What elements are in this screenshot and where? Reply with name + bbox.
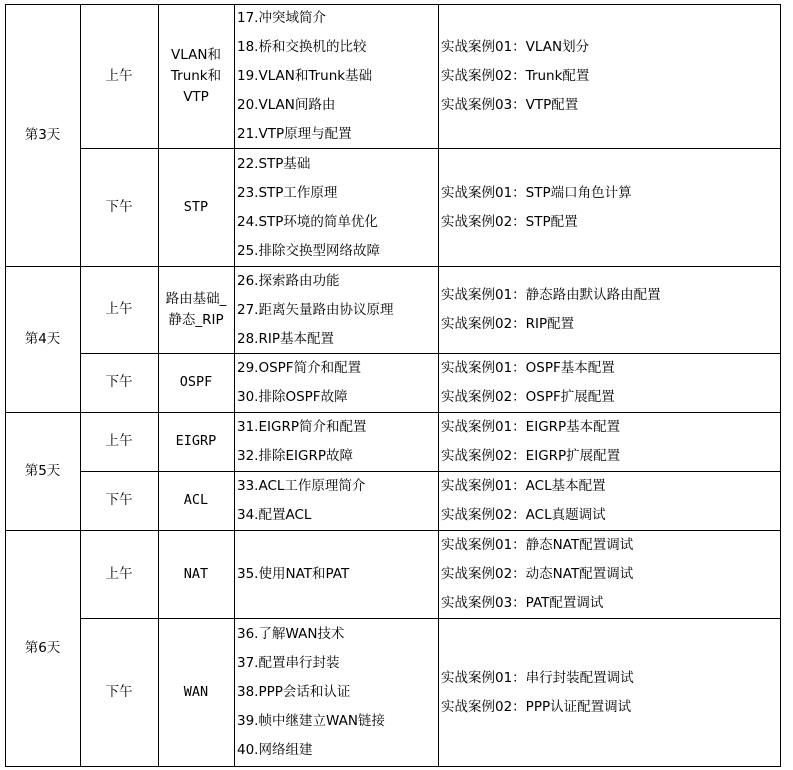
lesson-item: 25.排除交换型网络故障 [237,243,380,259]
lesson-item: 29.OSPF简介和配置 [237,360,362,376]
case-item: 实战案例01：静态路由默认路由配置 [441,287,661,303]
case-item: 实战案例01：ACL基本配置 [441,478,606,494]
lesson-item: 40.网络组建 [237,742,313,758]
case-item: 实战案例01：EIGRP基本配置 [441,419,621,435]
topic-label: VLAN和 Trunk和 VTP [170,46,222,105]
lesson-item: 31.EIGRP简介和配置 [237,419,367,435]
day-label: 第3天 [24,126,61,143]
period-label: 上午 [105,67,133,84]
lesson-item: 35.使用NAT和PAT [237,566,350,582]
topic-label: ACL [183,492,209,508]
lesson-item: 24.STP环境的简单优化 [237,214,378,230]
case-item: 实战案例02：EIGRP扩展配置 [441,448,621,464]
period-label: 下午 [105,492,133,508]
topic-label: STP [183,198,209,215]
topic-label: EIGRP [175,433,217,449]
case-item: 实战案例02：OSPF扩展配置 [441,389,615,405]
lesson-item: 21.VTP原理与配置 [237,126,352,142]
lesson-item: 36.了解WAN技术 [237,626,345,642]
lesson-item: 20.VLAN间路由 [237,97,336,113]
lesson-item: 23.STP工作原理 [237,185,338,201]
grid-line-horizontal [5,766,781,767]
case-item: 实战案例01：静态NAT配置调试 [441,537,634,553]
case-item: 实战案例02：Trunk配置 [441,68,590,84]
case-item: 实战案例01：VLAN划分 [441,39,590,55]
topic-label: 路由基础_ 静态_RIP [165,290,227,328]
lesson-item: 34.配置ACL [237,507,312,523]
lesson-item: 30.排除OSPF故障 [237,389,348,405]
day-label: 第6天 [24,639,61,656]
lesson-item: 32.排除EIGRP故障 [237,448,353,464]
lesson-item: 33.ACL工作原理简介 [237,478,366,494]
grid-line-vertical [234,4,235,766]
lesson-item: 18.桥和交换机的比较 [237,39,367,55]
period-label: 上午 [105,433,133,449]
lesson-item: 26.探索路由功能 [237,273,340,289]
day-label: 第5天 [24,462,61,479]
case-item: 实战案例02：RIP配置 [441,316,575,332]
case-item: 实战案例02：ACL真题调试 [441,507,606,523]
case-item: 实战案例03：PAT配置调试 [441,595,604,611]
lesson-item: 38.PPP会话和认证 [237,684,351,700]
period-label: 上午 [105,301,133,317]
period-label: 下午 [105,683,133,700]
grid-line-vertical [438,4,439,766]
topic-label: WAN [183,683,209,700]
case-item: 实战案例01：STP端口角色计算 [441,185,632,201]
period-label: 下午 [105,198,133,215]
period-label: 下午 [105,374,133,390]
topic-label: NAT [183,565,209,582]
case-item: 实战案例01：串行封装配置调试 [441,670,634,686]
case-item: 实战案例02：STP配置 [441,214,578,230]
lesson-item: 19.VLAN和Trunk基础 [237,68,373,84]
lesson-item: 28.RIP基本配置 [237,331,334,347]
topic-label: OSPF [179,374,213,390]
lesson-item: 37.配置串行封装 [237,655,340,671]
grid-line-vertical [780,4,781,766]
period-label: 上午 [105,565,133,582]
case-item: 实战案例02：动态NAT配置调试 [441,566,634,582]
case-item: 实战案例01：OSPF基本配置 [441,360,615,376]
lesson-item: 17.冲突域简介 [237,10,326,26]
case-item: 实战案例03：VTP配置 [441,97,579,113]
case-item: 实战案例02：PPP认证配置调试 [441,699,632,715]
lesson-item: 22.STP基础 [237,156,311,172]
lesson-item: 27.距离矢量路由协议原理 [237,302,394,318]
day-label: 第4天 [24,330,61,347]
lesson-item: 39.帧中继建立WAN链接 [237,713,385,729]
